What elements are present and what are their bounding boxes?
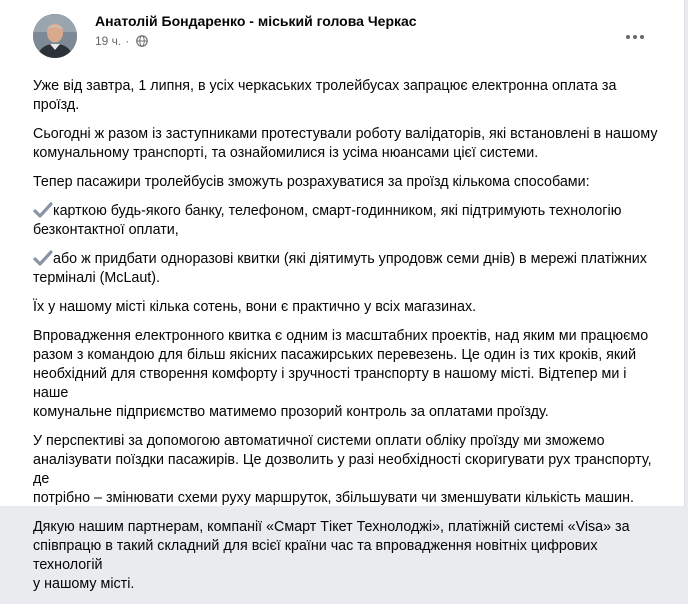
post-time[interactable]: 19 ч.: [95, 34, 122, 48]
post-meta: [95, 34, 148, 48]
author-avatar[interactable]: [33, 14, 77, 58]
globe-icon[interactable]: [136, 35, 148, 47]
check-mark-icon: [33, 250, 53, 266]
payment-option-tickets: [33, 250, 663, 288]
meta-separator: ·: [125, 34, 130, 48]
post-body: [33, 77, 663, 604]
check-mark-icon: [33, 202, 53, 218]
post-paragraph: Їх у нашому місті кілька сотень, вони є практично у всіх магазинах.: [33, 299, 477, 315]
post-paragraph: Сьогодні ж разом із заступниками протестували роботу валідаторів, які встановлені в нашому комунальному транспорті, та ознайомилися із усіма нюансами цієї системи.: [33, 126, 658, 161]
post-author-name[interactable]: Анатолій Бондаренко - міський голова Черкас: [95, 13, 417, 29]
payment-option-text: карткою будь-якого банку, телефоном, смарт-годинником, які підтримують технологію безконтактної оплати,: [33, 203, 622, 238]
post-paragraph: Уже від завтра, 1 липня, в усіх черкаських тролейбусах запрацює електронна оплата за проїзд.: [33, 78, 621, 113]
payment-option-card: [33, 202, 663, 240]
more-options-icon[interactable]: [624, 26, 646, 48]
payment-option-text: або ж придбати одноразові квитки (які діятимуть упродовж семи днів) в мережі платіжних терміналі (McLaut).: [33, 251, 647, 286]
post-paragraph: Впровадження електронного квитка є одним із масштабних проектів, над яким ми працюємо разом з командою для більш якісних пасажирських перевезень. Це один із тих кроків, який необхідний для створення комфорту і зручності транспорту в нашому місті. Відтепер ми і наше комунальне підприємство матимемо прозорий контроль за оплатами проїзду.: [33, 328, 649, 420]
post-paragraph: У перспективі за допомогою автоматичної системи оплати обліку проїзду ми зможемо аналізувати поїздки пасажирів. Це дозволить у разі необхідності скоригувати рух транспорту, де потрібно – змінювати схеми руху маршруток, збільшувати чи зменшувати кількість машин.: [33, 433, 652, 506]
post-paragraph: Тепер пасажири тролейбусів зможуть розрахуватися за проїзд кількома способами:: [33, 174, 590, 190]
post-paragraph: Дякую нашим партнерам, компанії «Смарт Тікет Технолоджі», платіжній системі «Visa» за співпрацю в такий складний для всієї країни час та впровадження новітніх цифрових технологій у нашому місті.: [33, 519, 630, 592]
